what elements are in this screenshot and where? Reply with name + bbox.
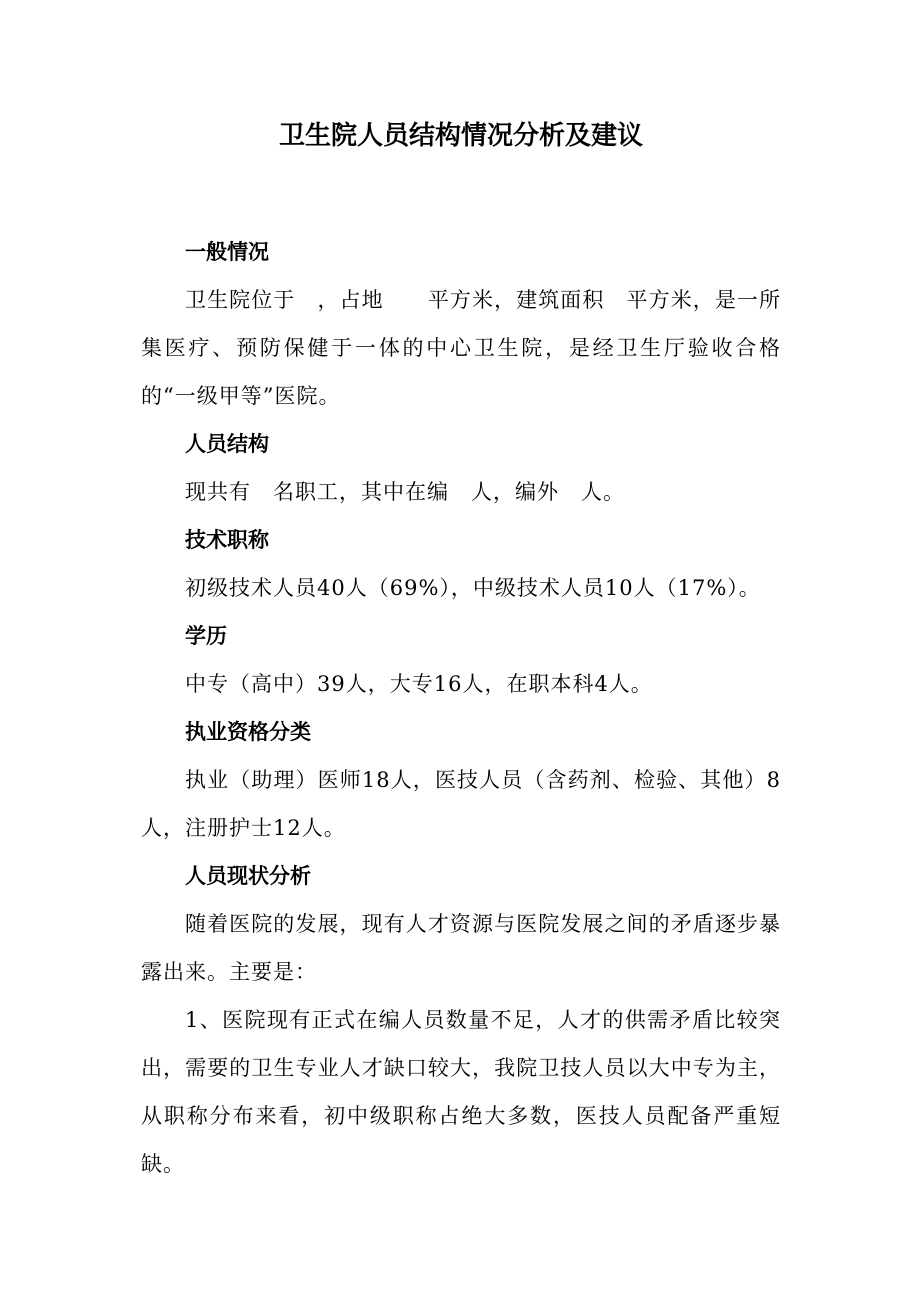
section-heading-qualification: 执业资格分类 bbox=[185, 720, 311, 744]
section-heading-analysis: 人员现状分析 bbox=[185, 864, 311, 888]
paragraph-general: 卫生院位于 ，占地 平方米，建筑面积 平方米，是一所集医疗、预防保健于一体的中心卫生院，是经卫生厅验收合格的“一级甲等”医院。 bbox=[141, 288, 781, 408]
paragraph-analysis-intro: 随着医院的发展，现有人才资源与医院发展之间的矛盾逐步暴露出来。主要是： bbox=[141, 912, 781, 984]
paragraph-analysis-point-1: 1、医院现有正式在编人员数量不足，人才的供需矛盾比较突出，需要的卫生专业人才缺口较大，我院卫技人员以大中专为主，从职称分布来看，初中级职称占绝大多数，医技人员配备严重短缺。 bbox=[141, 1008, 781, 1176]
paragraph-education: 中专（高中）39人，大专16人，在职本科4人。 bbox=[185, 672, 653, 696]
paragraph-staff-structure: 现共有 名职工，其中在编 人，编外 人。 bbox=[185, 480, 625, 504]
document-title: 卫生院人员结构情况分析及建议 bbox=[278, 121, 643, 151]
section-heading-technical-titles: 技术职称 bbox=[185, 528, 269, 552]
paragraph-qualification: 执业（助理）医师18人，医技人员（含药剂、检验、其他）8人，注册护士12人。 bbox=[141, 768, 781, 840]
section-heading-staff-structure: 人员结构 bbox=[185, 432, 269, 456]
section-heading-general: 一般情况 bbox=[185, 240, 269, 264]
section-heading-education: 学历 bbox=[185, 624, 227, 648]
document-body bbox=[141, 228, 781, 1188]
paragraph-technical-titles: 初级技术人员40人（69%），中级技术人员10人（17%）。 bbox=[185, 576, 761, 600]
